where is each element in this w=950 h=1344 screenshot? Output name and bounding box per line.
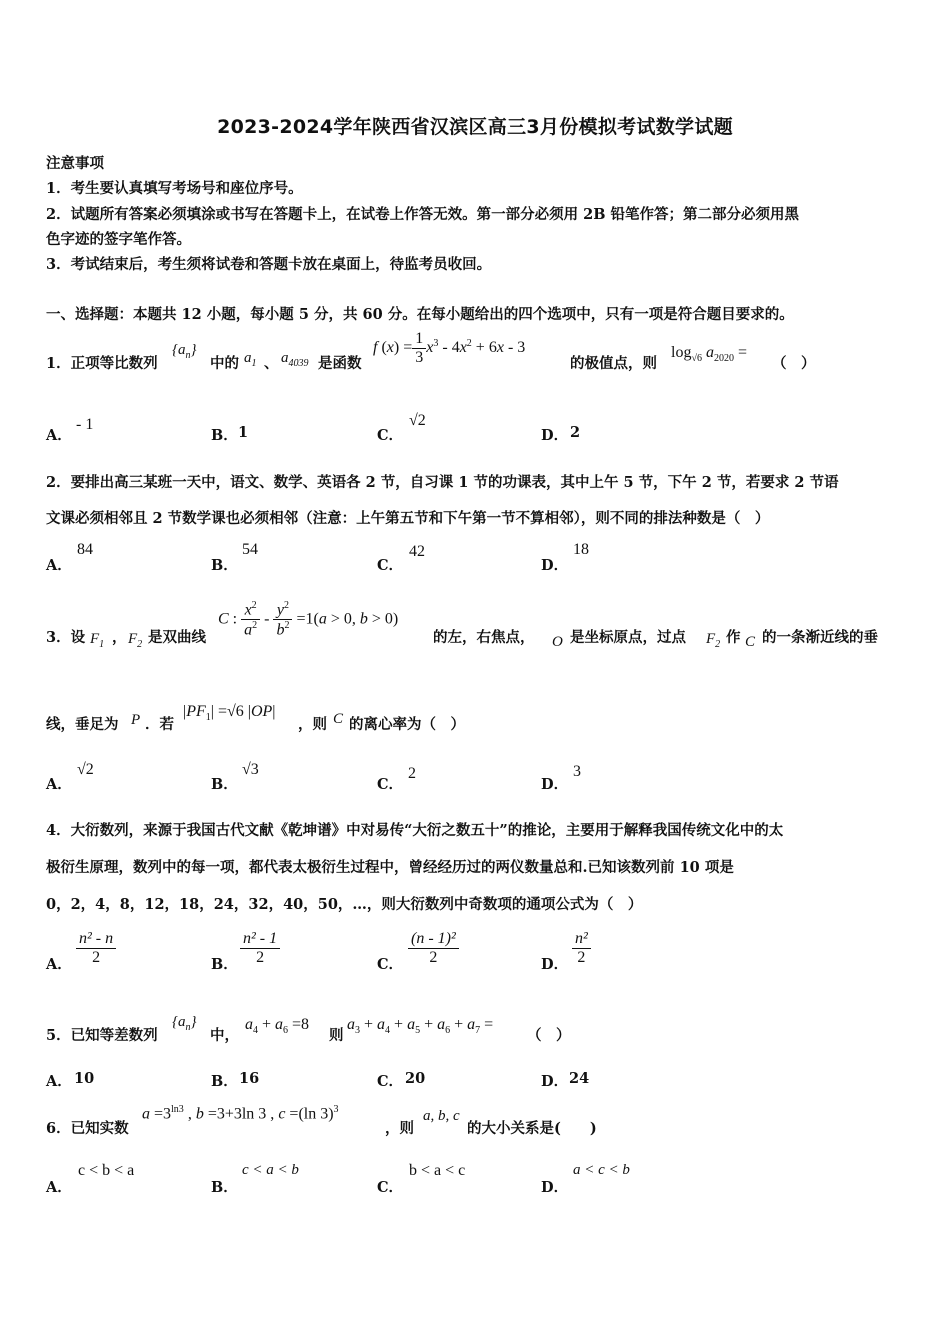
notice-item: 2．试题所有答案必须填涂或书写在答题卡上，在试卷上作答无效。第一部分必须用 2B 铅笔作答；第二部分必须用黑 bbox=[46, 206, 800, 223]
q2-option-a-value: 84 bbox=[77, 541, 93, 558]
q5-expression: $a_3 + a_4 + a_5 + a_6 + a_7$ = bbox=[347, 1016, 494, 1037]
q4-option-c-label: C． bbox=[377, 956, 404, 973]
q2-text: 2．要排出高三某班一天中，语文、数学、英语各 2 节，自习课 1 节的功课表，其中上午 5 节，下午 2 节，若要求 2 节语 bbox=[46, 474, 839, 491]
q4-option-a-num: n² - n bbox=[76, 930, 116, 949]
q4-option-a-den: 2 bbox=[92, 949, 101, 966]
q3-text: ，则 bbox=[298, 716, 327, 733]
q6-option-c-value: b < a < c bbox=[409, 1162, 466, 1179]
q3-option-a-value: √2 bbox=[77, 761, 94, 778]
q3-option-a-label: A． bbox=[46, 776, 72, 793]
q2-option-c-label: C． bbox=[377, 557, 404, 574]
q5-condition: $a_4 + a_6 =8$ bbox=[245, 1016, 310, 1037]
q5-option-b-label: B． bbox=[211, 1073, 238, 1090]
q4-option-d-num: n² bbox=[572, 930, 591, 949]
q3-text: 的一条渐近线的垂 bbox=[762, 629, 878, 646]
q6-formula-abc: a, b, c bbox=[423, 1108, 460, 1124]
q3-text: 线，垂足为 bbox=[46, 716, 119, 733]
q2-option-b-label: B． bbox=[211, 557, 238, 574]
q1-text: 中的 bbox=[210, 355, 239, 372]
q6-option-a-label: A． bbox=[46, 1179, 72, 1196]
q1-option-a-label: A． bbox=[46, 427, 72, 444]
q2-option-d-label: D． bbox=[541, 557, 569, 574]
q3-option-d-label: D． bbox=[541, 776, 569, 793]
q6-option-c-label: C． bbox=[377, 1179, 404, 1196]
q3-formula-p: P bbox=[131, 712, 141, 728]
page-title: 2023-2024学年陕西省汉滨区高三3月份模拟考试数学试题 bbox=[217, 116, 733, 138]
q5-text: 则 bbox=[329, 1027, 344, 1044]
q6-option-b-label: B． bbox=[211, 1179, 238, 1196]
q1-formula-a4039: $a_{4039}$ bbox=[281, 350, 309, 369]
q5-option-a-label: A． bbox=[46, 1073, 72, 1090]
q1-text: 、 bbox=[264, 355, 279, 372]
q3-formula-f2b: $F_2$ bbox=[706, 631, 721, 650]
q1-option-c-value: √2 bbox=[409, 412, 426, 429]
q1-text: 的极值点，则 bbox=[570, 355, 657, 372]
q3-option-c-label: C． bbox=[377, 776, 404, 793]
q4-option-d-label: D． bbox=[541, 956, 569, 973]
q4-option-a-label: A． bbox=[46, 956, 72, 973]
q3-text: 是双曲线 bbox=[148, 629, 206, 646]
q5-text: 中， bbox=[210, 1027, 239, 1044]
q1-text: （ ） bbox=[772, 355, 816, 372]
q6-text: ，则 bbox=[385, 1120, 414, 1137]
q3-text: ， bbox=[112, 629, 127, 646]
q4-option-b-num: n² - 1 bbox=[240, 930, 280, 949]
q1-option-a-value: - 1 bbox=[76, 416, 94, 433]
q1-option-b-value: 1 bbox=[238, 424, 249, 441]
q5-option-c-label: C． bbox=[377, 1073, 404, 1090]
q1-log-expr: $\log_{√6} a_{2020}$ = bbox=[671, 344, 747, 365]
q3-hyperbola: C : $\frac{x^2}{a^2}$ - $\frac{y^2}{b^2}$ =1(a > 0, b > 0) bbox=[218, 600, 399, 639]
q3-option-d-value: 3 bbox=[573, 763, 581, 780]
q3-formula-c: C bbox=[745, 634, 756, 650]
q2-option-d-value: 18 bbox=[573, 541, 589, 558]
q4-text: 0，2，4，8，12，18，24，32，40，50，…，则大衍数列中奇数项的通项公式为（ ） bbox=[46, 896, 643, 913]
q2-option-c-value: 42 bbox=[409, 543, 425, 560]
q3-text: 的离心率为（ ） bbox=[349, 716, 465, 733]
q5-option-b-value: 16 bbox=[239, 1070, 260, 1087]
q4-option-d-den: 2 bbox=[577, 949, 586, 966]
q4-option-d-value bbox=[572, 930, 591, 967]
q6-text: 6．已知实数 bbox=[46, 1120, 129, 1137]
q5-option-a-value: 10 bbox=[74, 1070, 95, 1087]
q4-text: 4．大衍数列，来源于我国古代文献《乾坤谱》中对易传“大衍之数五十”的推论，主要用于解释我国传统文化中的太 bbox=[46, 822, 784, 839]
q3-text: ．若 bbox=[145, 716, 174, 733]
q4-text: 极衍生原理，数列中的每一项，都代表太极衍生过程中，曾经经历过的两仪数量总和.已知该数列前 10 项是 bbox=[46, 859, 734, 876]
q3-formula-f2: $F_2$ bbox=[128, 631, 143, 650]
q1-text: 是函数 bbox=[318, 355, 362, 372]
q1-option-b-label: B． bbox=[211, 427, 238, 444]
q4-option-a-value bbox=[76, 930, 116, 967]
q2-text: 文课必须相邻且 2 节数学课也必须相邻（注意：上午第五节和下午第一节不算相邻），则不同的排法种数是（ ） bbox=[46, 510, 770, 527]
q3-text: 的左，右焦点， bbox=[433, 629, 535, 646]
q3-text: 3．设 bbox=[46, 629, 86, 646]
q2-option-b-value: 54 bbox=[242, 541, 258, 558]
notice-heading: 注意事项 bbox=[46, 155, 104, 172]
q1-function: f (x) = $\frac{1}{3}$ $x^3 - 4x^2 + 6x - 3$ bbox=[373, 330, 526, 366]
notice-item: 1．考生要认真填写考场号和座位序号。 bbox=[46, 180, 303, 197]
q5-text: （ ） bbox=[527, 1027, 571, 1044]
q3-option-b-value: √3 bbox=[242, 761, 259, 778]
q5-option-d-value: 24 bbox=[569, 1070, 590, 1087]
notice-item: 色字迹的签字笔作答。 bbox=[46, 231, 191, 248]
q1-formula-a1: $a_1$ bbox=[244, 350, 257, 369]
q1-formula-seq: $\{a_n\}$ bbox=[172, 342, 197, 361]
section-heading: 一、选择题：本题共 12 小题，每小题 5 分，共 60 分。在每小题给出的四个选项中，只有一项是符合题目要求的。 bbox=[46, 306, 794, 323]
q4-option-c-value bbox=[408, 930, 459, 967]
q4-option-b-den: 2 bbox=[256, 949, 265, 966]
q6-formula-values: $a =3^{ln3}$ , b =3+3ln 3 , c =(ln 3)$^3$ bbox=[142, 1104, 339, 1123]
q5-formula-seq: $\{a_n\}$ bbox=[172, 1014, 197, 1033]
q6-option-b-value: c < a < b bbox=[242, 1162, 299, 1178]
q6-option-d-label: D． bbox=[541, 1179, 569, 1196]
q3-text: 是坐标原点，过点 bbox=[570, 629, 686, 646]
q3-option-c-value: 2 bbox=[408, 765, 416, 782]
q4-option-c-den: 2 bbox=[429, 949, 438, 966]
q6-text: 的大小关系是( ) bbox=[467, 1120, 597, 1137]
q5-option-c-value: 20 bbox=[405, 1070, 426, 1087]
q3-option-b-label: B． bbox=[211, 776, 238, 793]
q4-option-b-value bbox=[240, 930, 280, 967]
q3-text: 作 bbox=[726, 629, 741, 646]
q6-option-a-value: c < b < a bbox=[78, 1162, 135, 1179]
q1-option-d-value: 2 bbox=[570, 424, 581, 441]
q3-formula-c2: C bbox=[333, 711, 344, 727]
q1-option-c-label: C． bbox=[377, 427, 404, 444]
q4-option-c-num: (n - 1)² bbox=[408, 930, 459, 949]
q6-option-d-value: a < c < b bbox=[573, 1162, 630, 1178]
q3-formula-o: O bbox=[552, 634, 563, 650]
q1-text: 1．正项等比数列 bbox=[46, 355, 158, 372]
q3-formula-f1: $F_1$ bbox=[90, 631, 105, 650]
q2-option-a-label: A． bbox=[46, 557, 72, 574]
notice-item: 3．考试结束后，考生须将试卷和答题卡放在桌面上，待监考员收回。 bbox=[46, 256, 492, 273]
q3-condition: $|PF_1| =√6$ |OP| bbox=[183, 703, 276, 724]
q1-option-d-label: D． bbox=[541, 427, 569, 444]
q5-text: 5．已知等差数列 bbox=[46, 1027, 158, 1044]
q4-option-b-label: B． bbox=[211, 956, 238, 973]
q5-option-d-label: D． bbox=[541, 1073, 569, 1090]
